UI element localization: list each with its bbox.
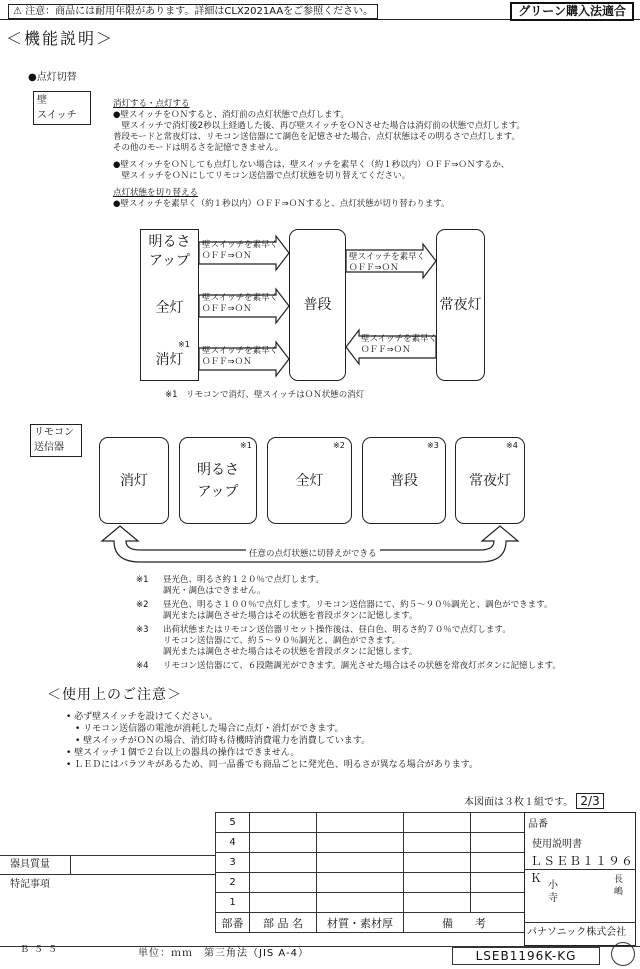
remote-label-line2: 送信器: [34, 442, 64, 453]
title-block-rule: [524, 869, 636, 870]
remote-mode-off: 消灯: [99, 437, 169, 524]
title-block-rule: [0, 874, 215, 875]
remote-mark-3: ※3: [427, 441, 439, 450]
title-block-rule: [524, 922, 636, 923]
caution-notice-text: 注意：商品には耐用年限があります。詳細はCLX2021AAをご参照ください。: [25, 6, 374, 17]
remote-label-line1: リモコン: [34, 427, 74, 438]
sheet-info-text: 本図面は３枚１組です。: [464, 797, 574, 808]
remote-mark-4: ※4: [506, 441, 518, 450]
arrow-label: 壁スイッチを素早く ＯＦＦ⇒ＯＮ: [361, 334, 438, 355]
arrow-label: 壁スイッチを素早く ＯＦＦ⇒ＯＮ: [202, 346, 279, 367]
remote-mark-2: ※2: [333, 441, 345, 450]
remote-mark-1: ※1: [240, 441, 252, 450]
parts-table: 5 4 3 2 1 部番 部 品 名 材質・素材厚 備 考: [215, 812, 525, 933]
arrow-label: 壁スイッチを素早く ＯＦＦ⇒ＯＮ: [202, 240, 279, 261]
unit-info: 単位：ｍｍ 第三角法（JIS A-4）: [138, 948, 310, 959]
p1-line: 壁スイッチで消灯後2秒以上経過した後、再び壁スイッチをＯＮさせた場合は消灯前の状態で点灯します。: [113, 121, 526, 131]
sheet-info: [464, 795, 604, 809]
remote-caption: 任意の点灯状態に切替えができる: [246, 549, 380, 560]
cautions-title: ＜使用上のご注意＞: [47, 687, 182, 703]
green-purchase-badge-text: グリーン購入法適合: [518, 4, 626, 18]
remote-mode-bright-up: 明るさ アップ: [179, 437, 257, 524]
drawing-number: LSEB1196K-KG: [452, 947, 600, 965]
weight-cell: [70, 855, 216, 874]
model-number: ＬＳＥＢ１１９６Ｋ: [530, 854, 635, 885]
cautions-list: [66, 711, 478, 771]
state-normal: 普段: [289, 229, 346, 381]
mode-notes: ※1 昼光色、明るさ約１２０％で点灯します。 調光・調色はできません。 ※2 昼光色、明るさ１００％で点灯します。リモコン送信器にて、約５～９０％調光と、調色ができます。 調光または調色させた場合はその状態を普段ボタンに記憶します。 ※3 出荷状態またはリモコン送信器リセット操作後は、昼白色、明るさ約７０％で点灯します。 リモコン送信器にて、約５～９０％調光と、調色ができます。 調光または調色させた場合はその状態を普段ボタンに記憶します。 ※4 リモコン送信器にて、６段階調光ができます。調光させた場合はその状態を常夜灯ボタンに記憶します。: [136, 575, 561, 671]
caution-item: • 壁スイッチ１個で２台以上の器具の操作はできません。: [66, 748, 300, 758]
caution-item: • ＬＥＤにはバラツキがあるため、同一品番でも商品ごとに発光色、明るさが異なる場合があります。: [66, 760, 479, 770]
remarks-label: 特記事項: [10, 879, 50, 890]
weight-label: 器具質量: [10, 859, 50, 870]
remote-mode-normal: 普段: [362, 437, 446, 524]
doc-title: 使用説明書: [532, 839, 582, 850]
state-full: 全灯: [155, 300, 184, 316]
wall-switch-label-line2: スイッチ: [37, 110, 77, 121]
product-no-label: 品番: [528, 819, 548, 830]
section-title: ＜機能説明＞: [6, 29, 115, 48]
warning-icon: ⚠: [13, 6, 22, 17]
p1-line: ●壁スイッチをＯＮすると、消灯前の点灯状態で点灯します。: [113, 110, 349, 120]
company-name: パナソニック株式会社: [527, 927, 627, 938]
remote-mode-night: 常夜灯: [455, 437, 525, 524]
p2-line: ●壁スイッチをＯＮしても点灯しない場合は、壁スイッチを素早く（約１秒以内）ＯＦＦ⇒ＯＮするか、: [113, 160, 510, 170]
p1-title: 消灯する・点灯する: [113, 99, 190, 109]
signature-a: 小 寺: [548, 880, 558, 904]
lighting-switch-heading: ●点灯切替: [28, 72, 77, 83]
paper-size: Ｂ５５: [20, 945, 63, 955]
state-bright-up: 明るさ アップ: [148, 234, 191, 269]
p3-line: ●壁スイッチを素早く（約１秒以内）ＯＦＦ⇒ＯＮすると、点灯状態が切り替わります。: [113, 199, 450, 209]
state-night-light: 常夜灯: [436, 229, 485, 381]
wall-switch-label-line1: 壁: [37, 95, 47, 106]
caution-item: • リモコン送信器の電池が消耗した場合に点灯・消灯ができます。: [66, 724, 344, 734]
caution-item: • 必ず壁スイッチを設けてください。: [66, 712, 218, 722]
p3-title: 点灯状態を切り替える: [113, 188, 199, 198]
flow-footnote: ※1 リモコンで消灯、壁スイッチはＯＮ状態の消灯: [165, 390, 365, 400]
caution-item: • 壁スイッチがＯＮの場合、消灯時も待機時消費電力を消費しています。: [66, 736, 371, 746]
mark-1: ※1: [178, 340, 190, 349]
signature-b: 長 嶋: [614, 875, 624, 897]
circle-mark: [611, 942, 635, 966]
p1-line: その他のモードは明るさを記憶できません。: [113, 143, 284, 153]
state-off: 消灯: [155, 352, 184, 368]
remote-mode-full: 全灯: [267, 437, 352, 524]
p1-line: 普段モードと常夜灯は、リモコン送信器にて調色を記憶させた場合、点灯状態はその明るさで点灯します。: [113, 132, 520, 142]
arrow-label: 壁スイッチを素早く ＯＦＦ⇒ＯＮ: [349, 252, 426, 273]
p2-line: 壁スイッチをＯＮにしてリモコン送信器で点灯状態を切り替えてください。: [113, 171, 411, 181]
arrow-label: 壁スイッチを素早く ＯＦＦ⇒ＯＮ: [202, 293, 279, 314]
sheet-page: 2/3: [576, 793, 603, 809]
